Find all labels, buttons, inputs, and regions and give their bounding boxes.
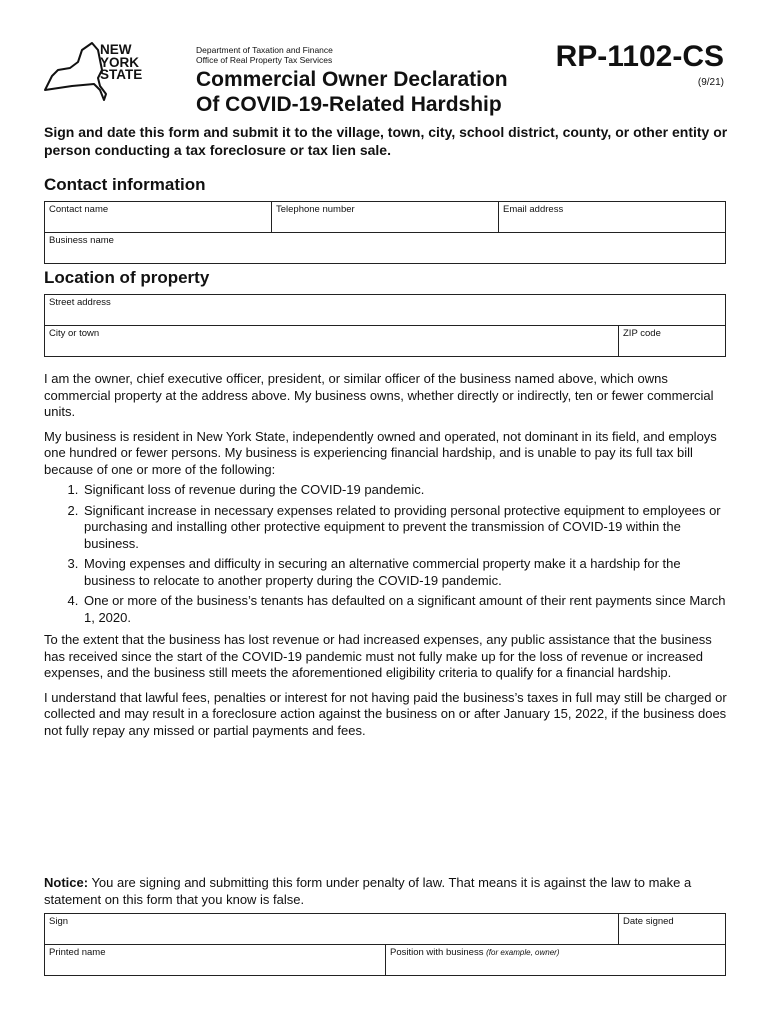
- logo-line-new: NEW: [100, 42, 132, 57]
- location-table: [44, 294, 726, 357]
- signature-table: [44, 913, 726, 976]
- signature-field[interactable]: [45, 914, 619, 945]
- logo-line-york: YORK: [100, 54, 140, 70]
- notice-label: Notice:: [44, 875, 89, 890]
- form-title-line1: Commercial Owner Declaration: [196, 68, 508, 91]
- email-label: Email address: [503, 204, 564, 215]
- date-signed-field[interactable]: [619, 914, 726, 945]
- declaration-paragraph-2: My business is resident in New York State, independently owned and operated, not dominant in its field, and employs one hundred or fewer persons. My business is experiencing financial hardship, and is unable to pay its full tax bill because of one or more of the following:: [44, 428, 717, 477]
- contact-info-table: [44, 201, 726, 264]
- date-signed-label: Date signed: [623, 916, 674, 927]
- printed-name-label: Printed name: [49, 947, 106, 958]
- street-address-label: Street address: [49, 297, 111, 308]
- position-label: Position with business: [390, 947, 487, 958]
- city-label: City or town: [49, 328, 100, 339]
- notice: [44, 874, 730, 908]
- zip-code-label: ZIP code: [623, 328, 661, 339]
- city-field[interactable]: [45, 326, 619, 357]
- form-title: [196, 67, 508, 117]
- nys-logo: [42, 40, 152, 104]
- list-item: 4. One or more of the business’s tenants has defaulted on a significant amount of their rent payments since March 1, 2020.: [82, 593, 730, 626]
- email-field[interactable]: [499, 202, 726, 233]
- list-item: 1. Significant loss of revenue during the COVID-19 pandemic.: [82, 482, 730, 499]
- logo-line-state: STATE: [100, 67, 143, 82]
- list-item: 3. Moving expenses and difficulty in securing an alternative commercial property make it a hardship for the business to relocate to another property during the COVID-19 pandemic.: [82, 556, 730, 589]
- telephone-label: Telephone number: [276, 204, 355, 215]
- declaration-paragraph-4: I understand that lawful fees, penalties or interest for not having paid the business’s taxes in full may still be charged or collected and may result in a foreclosure action against the business on or after January 15, 2022, if the business does not fully repay any missed or partial payments and fees.: [44, 689, 727, 738]
- contact-name-field[interactable]: [45, 202, 272, 233]
- location-section-heading: Location of property: [44, 268, 210, 287]
- telephone-field[interactable]: [272, 202, 499, 233]
- declaration-body: [44, 371, 730, 747]
- position-field[interactable]: [386, 945, 726, 976]
- position-hint: (for example, owner): [486, 948, 560, 957]
- form-number: RP-1102-CS: [555, 40, 724, 73]
- zip-code-field[interactable]: [619, 326, 726, 357]
- department-name: Department of Taxation and Finance: [196, 45, 333, 55]
- contact-name-label: Contact name: [49, 204, 109, 215]
- form-revision: (9/21): [697, 77, 724, 88]
- notice-text: You are signing and submitting this form under penalty of law. That means it is against the law to make a statement on this form that you know is false.: [44, 875, 692, 907]
- street-address-field[interactable]: [45, 295, 726, 326]
- sign-label: Sign: [49, 916, 69, 927]
- business-name-label: Business name: [49, 235, 114, 246]
- form-title-line2: Of COVID-19-Related Hardship: [196, 93, 502, 116]
- business-name-field[interactable]: [45, 233, 726, 264]
- office-name: Office of Real Property Tax Services: [196, 55, 333, 65]
- intro-instructions: Sign and date this form and submit it to the village, town, city, school district, county, or other entity or person conducting a tax foreclosure or tax lien sale.: [44, 124, 728, 158]
- department-info: [196, 45, 333, 65]
- declaration-paragraph-3: To the extent that the business has lost revenue or had increased expenses, any public assistance that the business has received since the start of the COVID-19 pandemic must not fully make up for the loss of revenue or increased expenses, and the business still meets the aforementioned eligibility criteria to qualify for a financial hardship.: [44, 632, 712, 680]
- hardship-reasons-list: [44, 482, 730, 626]
- list-item: 2. Significant increase in necessary expenses related to providing personal protective equipment to employees or purchasing and installing other protective equipment to prevent the transmission of COVID-19 within the business.: [82, 503, 730, 553]
- declaration-paragraph-1: I am the owner, chief executive officer, president, or similar officer of the business named above, which owns commercial property at the address above. My business owns, whether directly or indirectly, ten or fewer commercial units.: [44, 371, 714, 419]
- contact-section-heading: Contact information: [44, 175, 206, 194]
- printed-name-field[interactable]: [45, 945, 386, 976]
